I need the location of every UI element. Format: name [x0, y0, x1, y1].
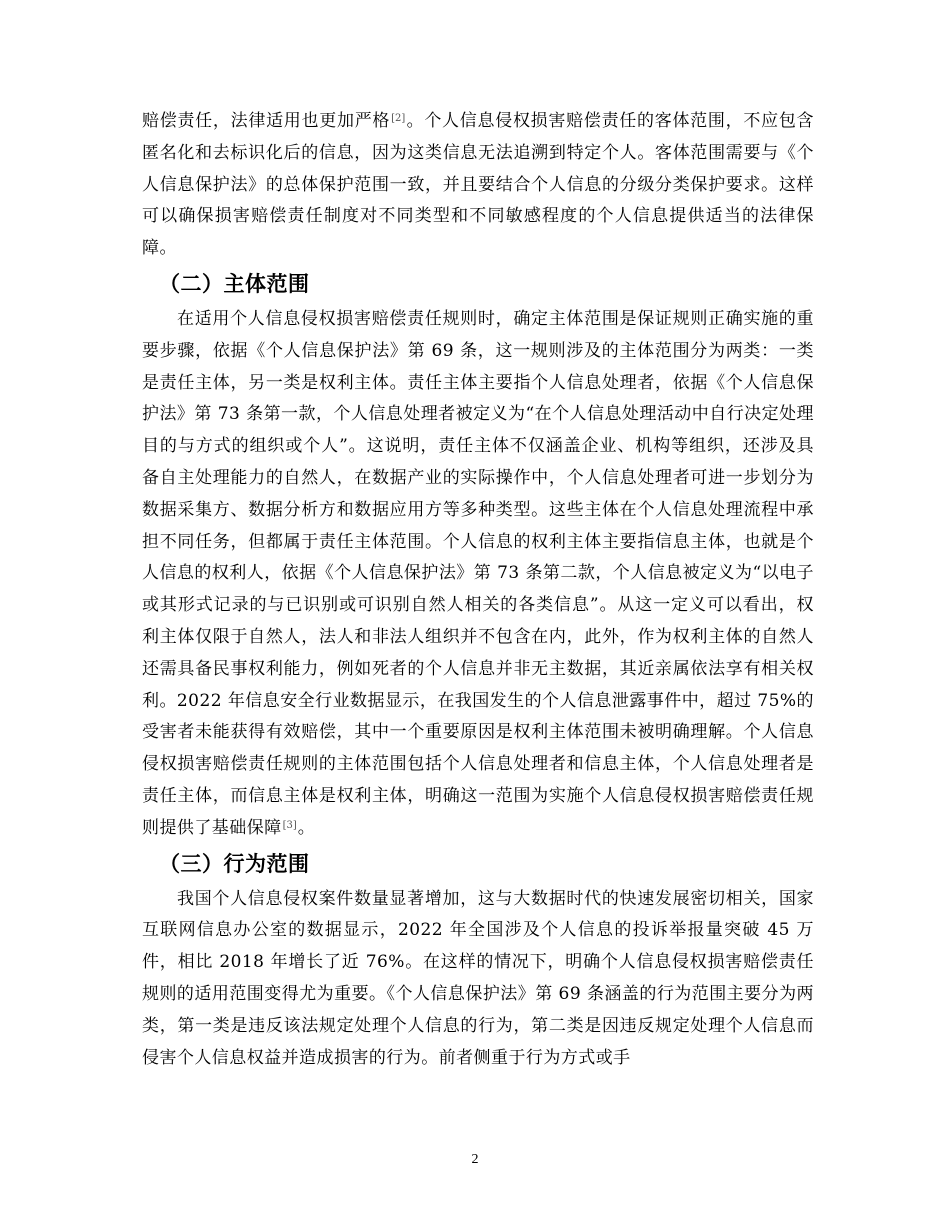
paragraph-text: 我国个人信息侵权案件数量显著增加，这与大数据时代的快速发展密切相关，国家互联网信息办公室的数据显示，2022 年全国涉及个人信息的投诉举报量突破 45 万件，相比 2018 年增长了近 76%。在这样的情况下，明确个人信息侵权损害赔偿责任规则的适用范围变得尤为重要。《个人信息保护法》第 69 条涵盖的行为范围主要分为两类，第一类是违反该法规定处理个人信息的行为，第二类是因违反规定处理个人信息而侵害个人信息权益并造成损害的行为。前者侧重于行为方式或手: [142, 888, 814, 1068]
citation-ref-3[interactable]: [3]: [282, 819, 297, 831]
section-heading-subject-scope: （二）主体范围: [159, 271, 310, 296]
page-number: 2: [471, 1152, 479, 1167]
section-heading-behavior-scope: （三）行为范围: [159, 851, 310, 876]
citation-ref-2[interactable]: [2]: [391, 113, 406, 124]
paragraph-text: 。: [297, 817, 316, 838]
paragraph-text: 。个人信息侵权损害赔偿责任的客体范围，不应包含匿名化和去标识化后的信息，因为这类信息无法追溯到特定个人。客体范围需要与《个人信息保护法》的总体保护范围一致，并且要结合个人信息的分级分类保护要求。这样可以确保损害赔偿责任制度对不同类型和不同敏感程度的个人信息提供适当的法律保障。: [142, 111, 814, 259]
paragraph-text: 在适用个人信息侵权损害赔偿责任规则时，确定主体范围是保证规则正确实施的重要步骤，依据《个人信息保护法》第 69 条，这一规则涉及的主体范围分为两类：一类是责任主体，另一类是权利主体。责任主体主要指个人信息处理者，依据《个人信息保护法》第 73 条第一款，个人信息处理者被定义为“在个人信息处理活动中自行决定处理目的与方式的组织或个人”。这说明，责任主体不仅涵盖企业、机构等组织，还涉及具备自主处理能力的自然人，在数据产业的实际操作中，个人信息处理者可进一步划分为数据采集方、数据分析方和数据应用方等多种类型。这些主体在个人信息处理流程中承担不同任务，但都属于责任主体范围。个人信息的权利主体主要指信息主体，也就是个人信息的权利人，依据《个人信息保护法》第 73 条第二款，个人信息被定义为“以电子或其形式记录的与已识别或可识别自然人相关的各类信息”。从这一定义可以看出，权利主体仅限于自然人，法人和非法人组织并不包含在内，此外，作为权利主体的自然人还需具备民事权利能力，例如死者的个人信息并非无主数据，其近亲属依法享有相关权利。2022 年信息安全行业数据显示，在我国发生的个人信息泄露事件中，超过 75%的受害者未能获得有效赔偿，其中一个重要原因是权利主体范围未被明确理解。个人信息侵权损害赔偿责任规则的主体范围包括个人信息处理者和信息主体，个人信息处理者是责任主体，而信息主体是权利主体，明确这一范围为实施个人信息侵权损害赔偿责任规则提供了基础保障: [142, 308, 814, 838]
paragraph-behavior-scope: [142, 884, 814, 1075]
page-body: [142, 106, 814, 1074]
paragraph-text: 赔偿责任，法律适用也更加严格: [142, 111, 391, 131]
paragraph-subject-scope: [142, 304, 814, 845]
paragraph-object-scope-continued: [142, 106, 814, 265]
